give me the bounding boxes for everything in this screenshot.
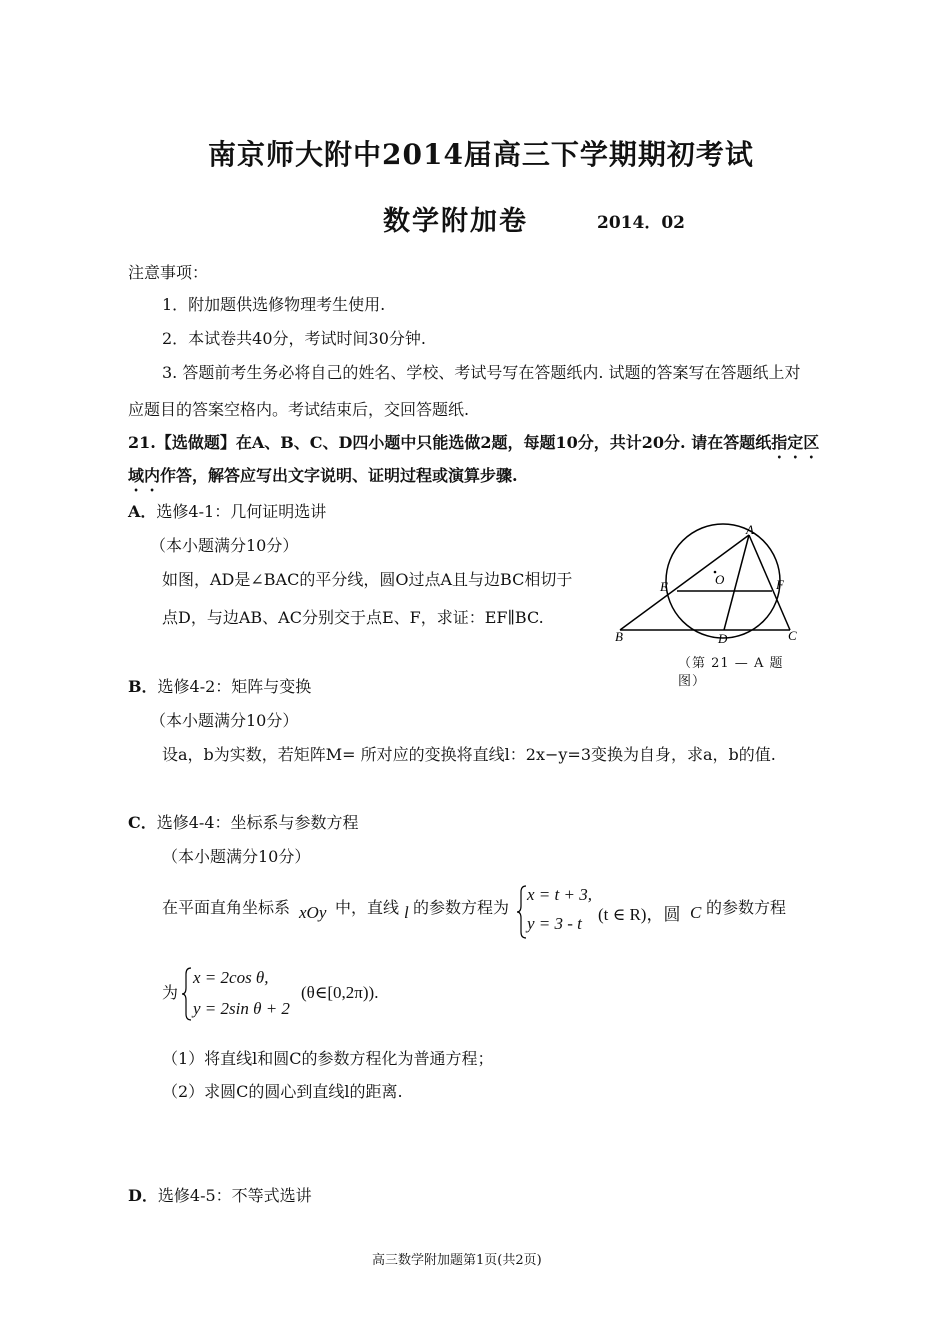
section-a-label: A． bbox=[128, 502, 157, 521]
eq1-top: x = t + 3, bbox=[527, 885, 592, 904]
label-b: B bbox=[615, 629, 623, 644]
segment-ba bbox=[620, 535, 749, 630]
section-a-line2: 点D，与边AB、AC分别交于点E、F，求证：EF∥BC. bbox=[162, 608, 544, 627]
note-item: 应题目的答案空格内。考试结束后，交回答题纸. bbox=[128, 400, 470, 419]
section-c-heading bbox=[128, 810, 359, 833]
note-item: 1．附加题供选修物理考生使用. bbox=[162, 295, 386, 314]
figure-caption-cont: 图） bbox=[678, 674, 707, 689]
page-title: 南京师大附中2014届高三下学期期初考试 bbox=[208, 138, 754, 171]
var-l: l bbox=[404, 903, 409, 922]
section-c-label: C． bbox=[128, 813, 157, 832]
section-c-line1d: 的参数方程 bbox=[706, 898, 787, 917]
left-brace-icon bbox=[181, 966, 193, 1022]
q21-emphasis: 域内 bbox=[128, 466, 161, 485]
notes-heading: 注意事项： bbox=[128, 263, 209, 282]
section-b-title: 选修4-2：矩阵与变换 bbox=[157, 677, 312, 696]
section-c-q2: （2）求圆C的圆心到直线l的距离. bbox=[162, 1082, 403, 1101]
label-f: F bbox=[776, 577, 784, 592]
section-a-title: 选修4-1：几何证明选讲 bbox=[156, 502, 327, 521]
eq2-top: x = 2cos θ, bbox=[193, 968, 269, 987]
page-subtitle: 数学附加卷 bbox=[383, 206, 528, 237]
section-c-line1c: 的参数方程为 bbox=[413, 898, 510, 917]
eq1-bottom: y = 3 - t bbox=[527, 914, 582, 933]
section-d-label: D． bbox=[128, 1186, 158, 1205]
q21-instruction bbox=[128, 430, 819, 462]
segment-ad bbox=[724, 535, 749, 630]
section-d-title: 选修4-5：不等式选讲 bbox=[157, 1186, 312, 1205]
note-item: 2．本试卷共40分，考试时间30分钟. bbox=[162, 329, 426, 348]
page-footer: 高三数学附加题第1页(共2页) bbox=[372, 1253, 542, 1268]
label-a: A bbox=[746, 522, 754, 537]
param-range-2: (θ∈[0,2π)). bbox=[301, 983, 379, 1002]
q21-instruction-line2 bbox=[128, 463, 518, 495]
q21-prefix: 21.【选做题】在A、B、C、D四小题中只能选做2题，每题10分，共计20分. 请在答题纸 bbox=[128, 433, 772, 452]
note-item: 3. 答题前考生务必将自己的姓名、学校、考试号写在答题纸内. 试题的答案写在答题纸上对 bbox=[162, 363, 801, 382]
section-a-line1: 如图，AD是∠BAC的平分线，圆O过点A且与边BC相切于 bbox=[162, 570, 573, 589]
label-e: E bbox=[660, 579, 668, 594]
figure-caption: （第 21 — A 题 bbox=[678, 656, 784, 671]
var-xoy: xOy bbox=[299, 903, 327, 922]
param-range-1: (t ∈ R)，圆 bbox=[598, 905, 681, 924]
label-c: C bbox=[788, 628, 797, 643]
section-d-heading bbox=[128, 1183, 312, 1206]
section-c-score: （本小题满分10分） bbox=[162, 847, 311, 866]
q21-emphasis: 指定区 bbox=[771, 433, 820, 452]
section-c-title: 选修4-4：坐标系与参数方程 bbox=[156, 813, 359, 832]
q21-suffix: 作答，解答应写出文字说明、证明过程或演算步骤. bbox=[160, 466, 518, 485]
section-c-line1b: 中，直线 bbox=[335, 898, 400, 917]
section-c-q1: （1）将直线l和圆C的参数方程化为普通方程； bbox=[162, 1049, 494, 1068]
section-c-wei: 为 bbox=[162, 983, 179, 1002]
label-o: O bbox=[715, 572, 725, 587]
section-a-score: （本小题满分10分） bbox=[150, 536, 299, 555]
exam-date: 2014．02 bbox=[597, 213, 685, 233]
var-c: C bbox=[690, 903, 702, 922]
section-c-line1a: 在平面直角坐标系 bbox=[162, 898, 291, 917]
section-b-heading bbox=[128, 674, 311, 697]
section-b-line1: 设a，b为实数，若矩阵M= 所对应的变换将直线l：2x−y=3变换为自身，求a，b的值. bbox=[162, 745, 776, 764]
label-d: D bbox=[718, 631, 728, 646]
section-b-score: （本小题满分10分） bbox=[150, 711, 299, 730]
eq2-bottom: y = 2sin θ + 2 bbox=[193, 999, 290, 1018]
section-b-label: B． bbox=[128, 677, 158, 696]
geometry-figure bbox=[612, 518, 812, 648]
section-a-heading bbox=[128, 499, 326, 522]
